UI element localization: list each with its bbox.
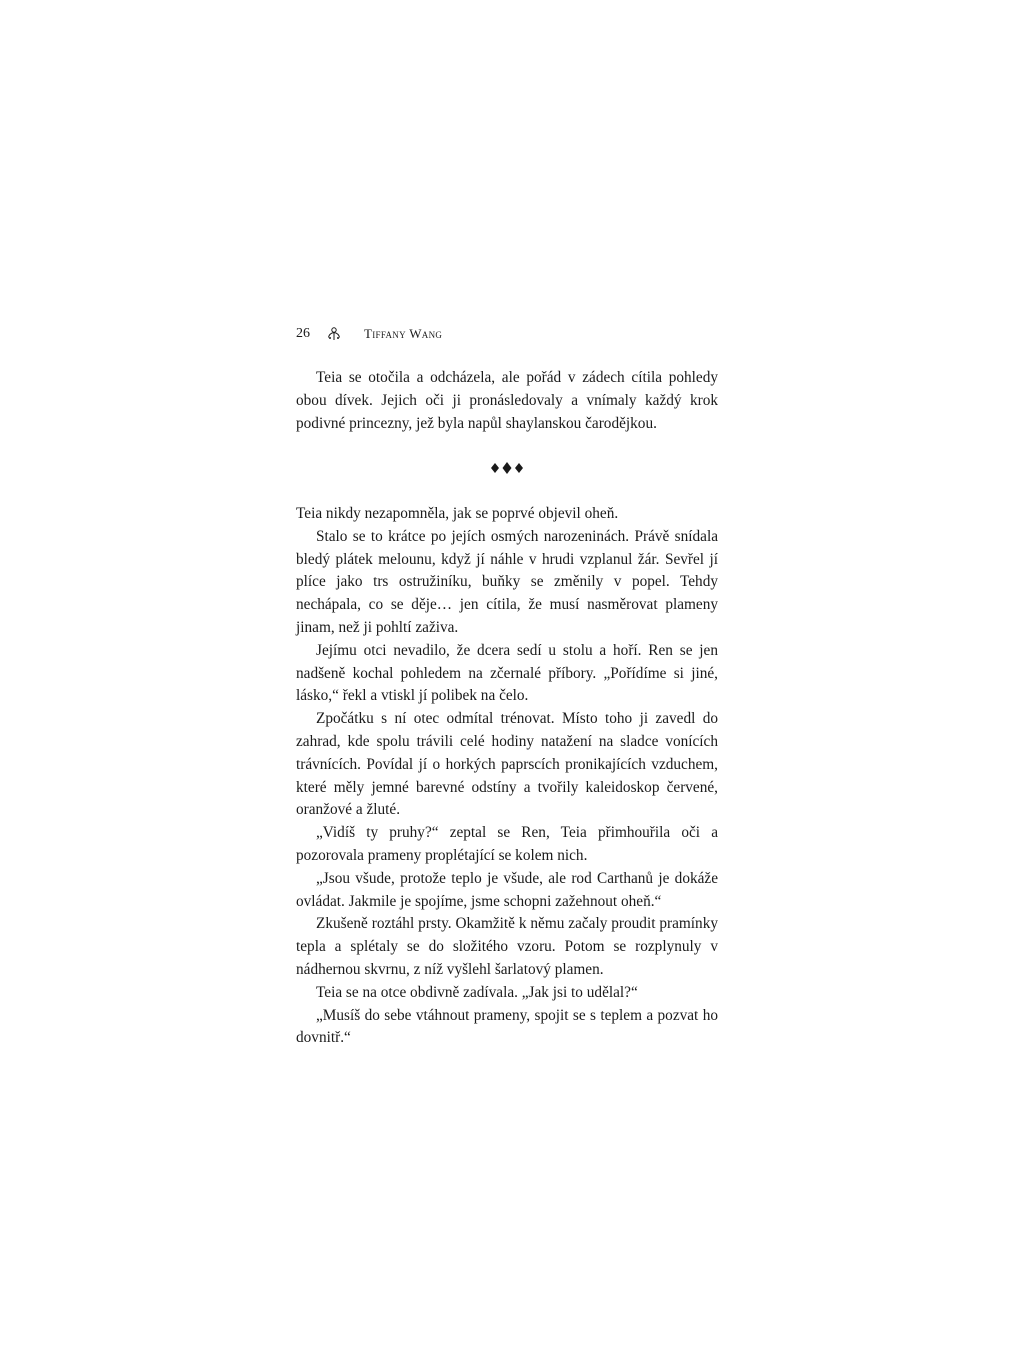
paragraph: Teia se otočila a odcházela, ale pořád v zádech cítila pohledy obou dívek. Jejich oči ji pronásledovaly a vnímaly každý krok podivné princezny, jež byla napůl shaylanskou čarodějkou. bbox=[296, 369, 718, 432]
paragraph: „Vidíš ty pruhy?“ zeptal se Ren, Teia přimhouřila oči a pozorovala prameny proplétající se kolem nich. bbox=[296, 824, 718, 864]
fleuron-icon bbox=[326, 326, 342, 342]
paragraph: Teia nikdy nezapomněla, jak se poprvé objevil oheň. bbox=[296, 505, 619, 522]
text-section-one bbox=[296, 367, 718, 435]
running-head bbox=[296, 324, 718, 344]
text-section-two bbox=[296, 503, 718, 1050]
paragraph: „Jsou všude, protože teplo je všude, ale rod Carthanů je dokáže ovládat. Jakmile je spojíme, jsme schopni zažehnout oheň.“ bbox=[296, 869, 718, 910]
section-break-graphic bbox=[490, 461, 524, 475]
paragraph: Teia se na otce obdivně zadívala. „Jak jsi to udělal?“ bbox=[316, 983, 638, 1001]
paragraph: Zkušeně roztáhl prsty. Okamžitě k němu začaly proudit pramínky tepla a splétaly se do složitého vzoru. Potom se rozplynuly v nádhernou skvrnu, z níž vyšlehl šarlatový plamen. bbox=[296, 915, 718, 978]
paragraph: Stalo se to krátce po jejích osmých narozeninách. Právě snídala bledý plátek melounu, když jí náhle v hrudi vzplanul žár. Sevřel jí plíce jako trs ostružiníku, buňky se změnily v popel. Tehdy nechápala, co se děje… jen cítila, že musí nasměrovat plameny jinam, než ji pohltí zaživa. bbox=[296, 527, 718, 636]
paragraph: Zpočátku s ní otec odmítal trénovat. Místo toho ji zavedl do zahrad, kde spolu trávili celé hodiny natažení na sladce vonících trávnících. Povídal jí o horkých paprscích pronikajících vzduchem, které měly jemné barevné odstíny a tvořily kaleidoskop červené, oranžové a žluté. bbox=[296, 710, 718, 819]
paragraph: „Musíš do sebe vtáhnout prameny, spojit se s teplem a pozvat ho dovnitř.“ bbox=[296, 1006, 718, 1047]
page-number: 26 bbox=[296, 326, 310, 341]
three-diamonds-icon bbox=[296, 458, 718, 478]
paragraph: Jejímu otci nevadilo, že dcera sedí u stolu a hoří. Ren se jen nadšeně kochal pohledem na zčernalé příbory. „Pořídíme si jiné, lásko,“ řekl a vtiskl jí polibek na čelo. bbox=[296, 641, 718, 705]
fleuron-icon-graphic bbox=[326, 326, 342, 342]
author-name: Tiffany Wang bbox=[364, 326, 443, 341]
